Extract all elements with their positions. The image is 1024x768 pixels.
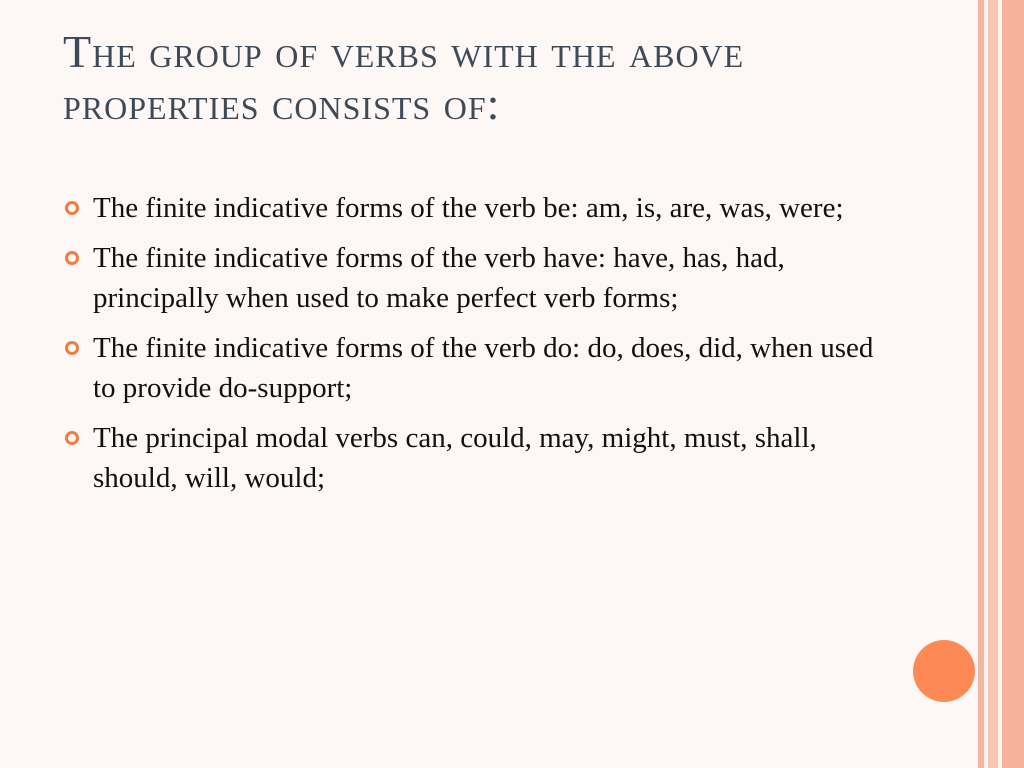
circle-bullet-icon: [65, 251, 79, 265]
bullet-text: The finite indicative forms of the verb do: do, does, did, when used to provide do-support;: [93, 332, 874, 404]
circle-bullet-icon: [65, 201, 79, 215]
bullet-item: [62, 328, 902, 408]
bullet-text: The principal modal verbs can, could, may, might, must, shall, should, will, would;: [93, 422, 817, 494]
bullet-text: The finite indicative forms of the verb have: have, has, had, principally when used to make perfect verb forms;: [93, 242, 785, 314]
slide-title: The group of verbs with the above properties consists of:: [63, 26, 745, 129]
decorative-stripe: [1002, 0, 1024, 768]
accent-circle: [913, 640, 975, 702]
decorative-stripe: [988, 0, 998, 768]
bullet-item: [62, 418, 902, 498]
bullet-text: The finite indicative forms of the verb be: am, is, are, was, were;: [93, 192, 844, 224]
circle-bullet-icon: [65, 431, 79, 445]
bullet-list: [62, 188, 902, 508]
bullet-item: [62, 238, 902, 318]
circle-bullet-icon: [65, 341, 79, 355]
bullet-item: [62, 188, 902, 228]
